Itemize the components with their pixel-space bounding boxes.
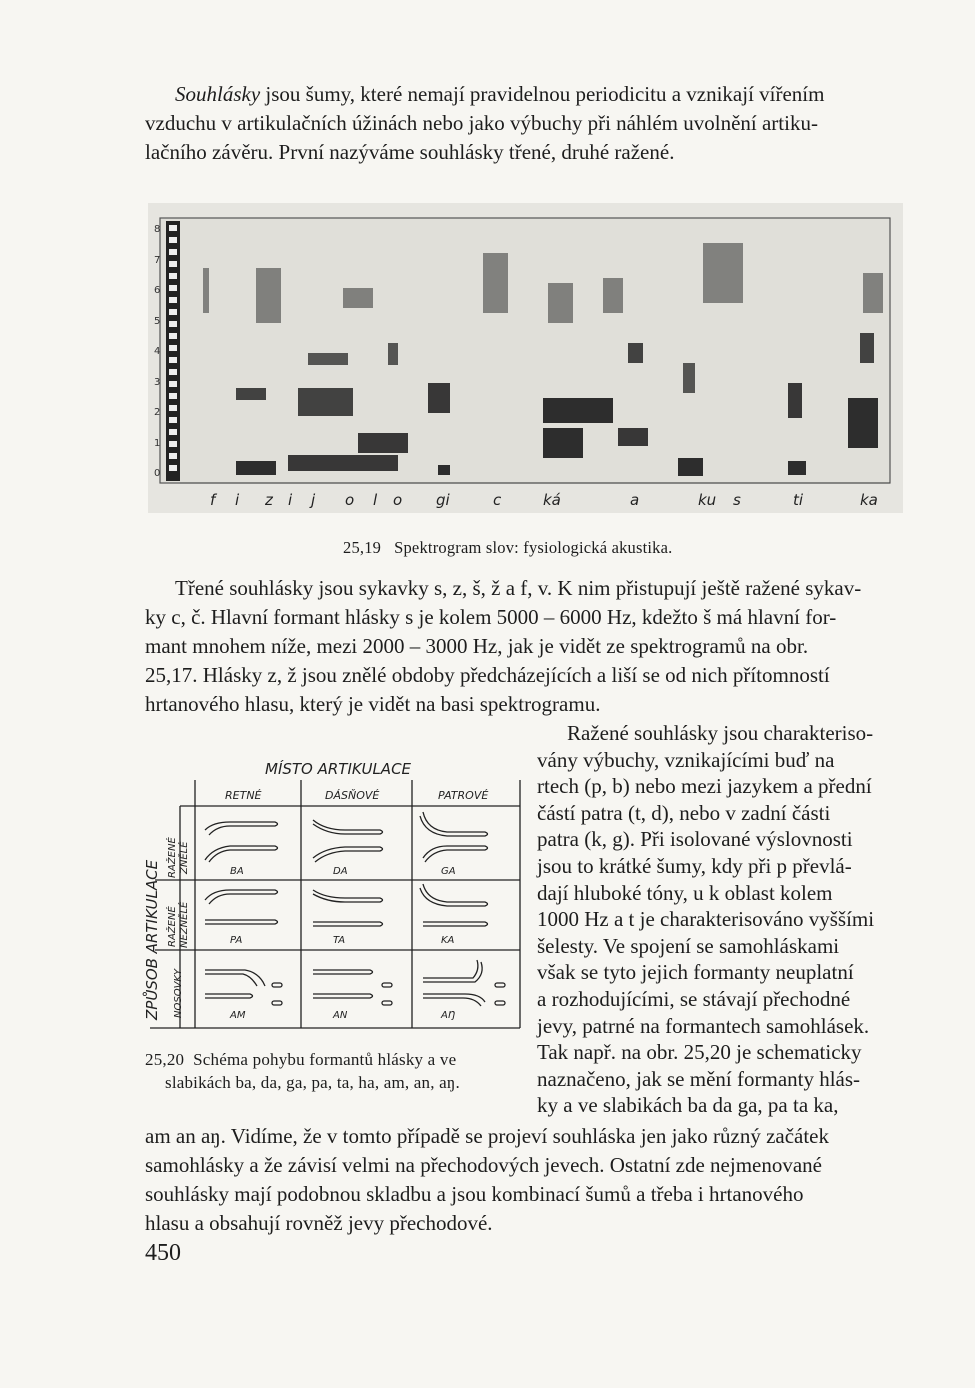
syllable-label: s [733, 491, 741, 509]
text-line: dají hluboké tóny, u k oblast kolem [537, 880, 833, 905]
figure-caption-25-19 [343, 537, 672, 558]
syllable-label: i [288, 491, 293, 509]
scale-label: 3 [154, 377, 161, 388]
intro-term: Souhlásky [175, 82, 261, 106]
scheme-side-title: ZPŮSOB ARTIKULACE [143, 859, 161, 1020]
scheme-column-header: DÁSŇOVÉ [325, 789, 380, 802]
scheme-cell-label: DA [333, 866, 348, 877]
scheme-cell-label: PA [230, 935, 243, 946]
page-number: 450 [145, 1240, 181, 1266]
scheme-cell-label: AŊ [441, 1010, 456, 1021]
scale-label: 6 [154, 285, 161, 296]
text-line: am an aŋ. Vidíme, že v tomto případě se projeví souhláska jen jako různý začátek [145, 1124, 830, 1148]
syllable-label: z [265, 491, 273, 509]
scale-label: 1 [154, 438, 161, 449]
figure-number: 25,19 [343, 538, 382, 557]
scheme-row-label: RAŽENÉ [167, 837, 178, 878]
text-line: hlasu a obsahují rovněž jevy přechodové. [145, 1211, 493, 1235]
text-line: jsou to krátké šumy, kdy při p převlá- [537, 853, 852, 878]
syllable-label: f [210, 491, 216, 509]
scheme-cell-label: GA [441, 866, 456, 877]
text-line: Třené souhlásky jsou sykavky s, z, š, ž a f, v. K nim přistupují ještě ražené sykav- [175, 576, 862, 600]
text-line: částí patra (t, d), nebo v zadní části [537, 800, 831, 825]
scheme-cell-label: BA [230, 866, 244, 877]
text-line: však se tyto jejich formanty neuplatní [537, 960, 854, 985]
scale-label: 8 [154, 224, 161, 235]
figure-number: 25,20 [145, 1050, 185, 1069]
scheme-title: MÍSTO ARTIKULACE [265, 760, 412, 778]
scale-label: 2 [154, 407, 161, 418]
syllable-label: ku [698, 491, 717, 509]
text-line: Tak např. na obr. 25,20 je schematicky [537, 1040, 862, 1065]
text-line: mant mnohem níže, mezi 2000 – 3000 Hz, jak je vidět ze spektrogramů na obr. [145, 634, 809, 658]
scheme-cell-label: AM [230, 1010, 246, 1021]
text-line: samohlásky a že závisí velmi na přechodových jevech. Ostatní zde nejmenované [145, 1153, 823, 1177]
figure-caption-text: Spektrogram slov: fysiologická akustika. [394, 538, 673, 557]
scheme-row-label: RAŽENÉ [167, 906, 178, 947]
syllable-label: c [493, 491, 502, 509]
syllable-label: j [311, 491, 316, 509]
paragraph-fricatives [145, 574, 905, 719]
syllable-label: l [373, 491, 378, 509]
text-line: rtech (p, b) nebo mezi jazykem a přední [537, 774, 872, 799]
scheme-cell-label: AN [333, 1010, 348, 1021]
scheme-column-header: PATROVÉ [438, 789, 489, 802]
text-line: a rozhodujícími, se stávají přechodné [537, 986, 851, 1011]
syllable-label: gi [436, 491, 450, 509]
syllable-label: ti [793, 491, 804, 509]
text-line: Ražené souhlásky jsou charakteriso- [567, 721, 874, 745]
scheme-cell-label: KA [441, 935, 455, 946]
scheme-cell-label: TA [333, 935, 346, 946]
syllable-label: o [345, 491, 355, 509]
text-line: šelesty. Ve spojení se samohláskami [537, 933, 840, 958]
syllable-label: ka [860, 491, 878, 509]
paragraph-plosives-right [537, 720, 905, 1119]
scheme-row-sublabel: NEZNĚLÉ [179, 901, 190, 948]
text-line: ky a ve slabikách ba da ga, pa ta ka, [537, 1093, 839, 1118]
text-line: souhlásky mají podobnou skladbu a jsou kombinací šumů a třeba i hrtanového [145, 1182, 804, 1206]
syllable-label: a [630, 491, 640, 509]
intro-paragraph [145, 80, 920, 167]
text-line: vány výbuchy, vznikajícími buď na [537, 747, 835, 772]
syllable-label: ká [543, 491, 561, 509]
scale-label: 4 [154, 346, 161, 357]
intro-line-2: vzduchu v artikulačních úžinách nebo jako výbuchy při náhlém uvolnění artiku- [145, 111, 818, 135]
text-line: hrtanového hlasu, který je vidět na basi spektrogramu. [145, 692, 601, 716]
intro-line-1: Souhlásky jsou šumy, které nemají pravidelnou periodicitu a vznikají vířením [175, 82, 825, 106]
scheme-row-label: NOSOVKY [173, 968, 184, 1018]
text-line: 1000 Hz a t je charakterisováno vyššími [537, 907, 875, 932]
syllable-label: i [235, 491, 240, 509]
scale-label: 5 [154, 316, 161, 327]
scale-label: 7 [154, 255, 161, 266]
intro-line-3: lačního závěru. První nazýváme souhlásky třené, druhé ražené. [145, 140, 675, 164]
text-line: patra (k, g). Při isolované výslovnosti [537, 827, 853, 852]
scale-label: 0 [154, 468, 161, 479]
scheme-column-header: RETNÉ [225, 789, 262, 802]
text-line: ky c, č. Hlavní formant hlásky s je kolem 5000 – 6000 Hz, kdežto š má hlavní for- [145, 605, 837, 629]
text-line: 25,17. Hlásky z, ž jsou znělé obdoby předcházejících a liší se od nich přítomností [145, 663, 830, 687]
scheme-row-sublabel: ZNĚLÉ [179, 841, 190, 874]
articulation-scheme [135, 750, 530, 1032]
spectrogram-figure [148, 203, 903, 513]
paragraph-plosives-full [145, 1122, 905, 1238]
caption-line: slabikách ba, da, ga, pa, ta, ha, am, an, aŋ. [165, 1073, 460, 1092]
text-line: naznačeno, jak se mění formanty hlás- [537, 1066, 861, 1091]
text-line: jevy, patrné na formantech samohlásek. [537, 1013, 870, 1038]
figure-caption-25-20 [145, 1048, 535, 1094]
syllable-label: o [393, 491, 403, 509]
caption-line: 25,20 Schéma pohybu formantů hlásky a ve [145, 1050, 457, 1069]
